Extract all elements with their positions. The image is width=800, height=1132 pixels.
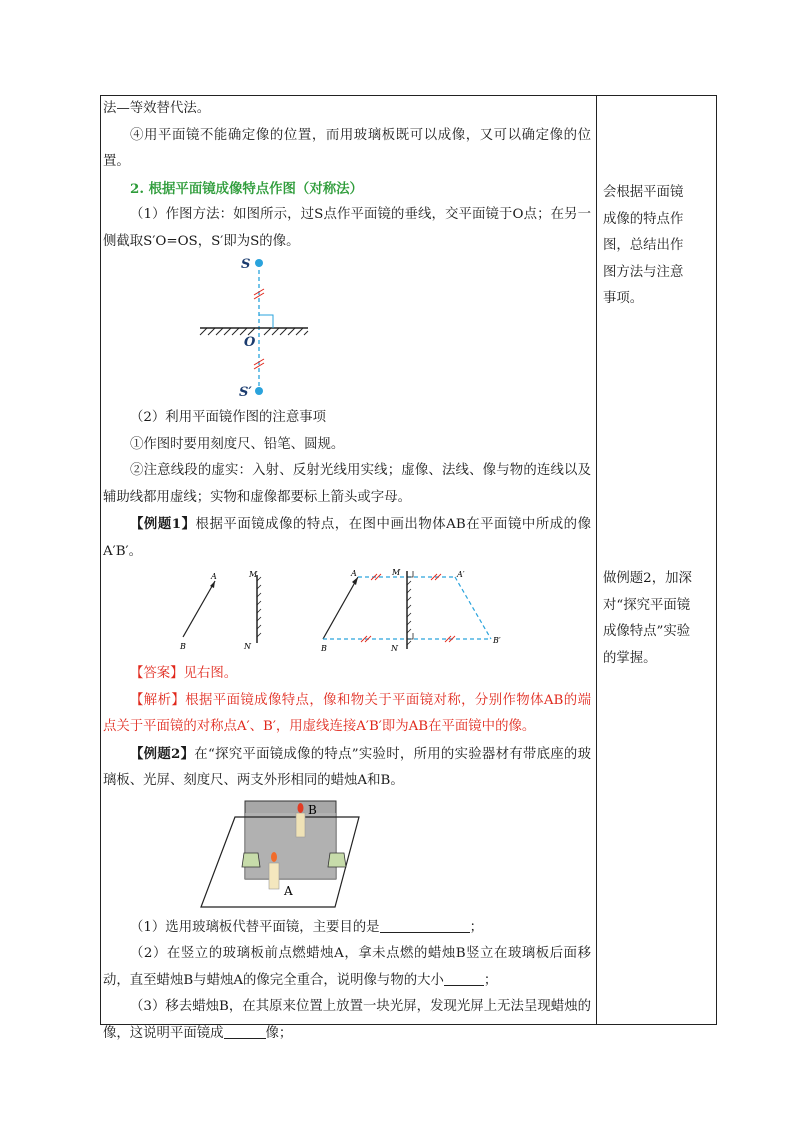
example-1	[103, 511, 591, 565]
left-label-a: A	[211, 572, 217, 581]
answer-text: 见右图。	[183, 666, 238, 681]
section-heading: 2. 根据平面镜成像特点作图（对称法）	[130, 180, 363, 197]
dashed-image-aprime-bprime	[455, 577, 491, 639]
question-1	[103, 915, 591, 942]
candle-b	[296, 813, 305, 837]
q3-text: （3）移去蜡烛B，在其原来位置上放置一块光屏，发现光屏上无法呈现蜡烛的像，这说明平面镜成	[103, 999, 591, 1041]
stand-right	[328, 853, 346, 867]
point-s	[255, 259, 263, 267]
object-ab	[183, 581, 215, 637]
left-label-b: B	[180, 642, 186, 651]
right-label-m: M	[392, 568, 401, 577]
q2-answer-blank[interactable]	[444, 971, 484, 986]
q1-end: ；	[469, 919, 483, 935]
candle-a-flame	[271, 852, 277, 862]
right-label-a: A	[351, 569, 357, 578]
q2-end: ；	[483, 972, 498, 988]
answer	[103, 661, 591, 688]
candle-a	[269, 863, 279, 889]
analysis-text: 根据平面镜成像特点，像和物关于平面镜对称，分别作物体AB的端点关于平面镜的对称点A′、B′，用虚线连接A′B′即为AB在平面镜中的像。	[103, 692, 591, 734]
mirror-hatching	[200, 328, 308, 335]
side-note-2: 做例题2，加深对“探究平面镜成像特点”实验的掌握。	[603, 571, 692, 666]
glass-shade	[245, 813, 336, 879]
q1-answer-blank[interactable]	[380, 918, 470, 933]
side-note-1: 会根据平面镜成像的特点作图，总结出作图方法与注意事项。	[603, 185, 684, 306]
method-paragraph: （1）作图方法：如图所示，过S点作平面镜的垂线，交平面镜于O点；在另一侧截取S′O=OS，S′即为S的像。	[103, 207, 591, 249]
question-2	[103, 941, 591, 994]
item-4: ④用平面镜不能确定像的位置，而用玻璃板既可以成像，又可以确定像的位置。	[103, 127, 591, 169]
q2-text: （2）在竖立的玻璃板前点燃蜡烛A，拿未点燃的蜡烛B竖立在玻璃板后面移动，直至蜡烛B与蜡烛A的像完全重合，说明像与物的大小	[103, 946, 591, 988]
text-line: 法—等效替代法。	[103, 101, 211, 116]
example-1-text: 根据平面镜成像的特点，在图中画出物体AB在平面镜中所成的像A′B′。	[103, 517, 591, 559]
question-3	[103, 994, 591, 1047]
label-o: O	[244, 335, 256, 350]
q3-end: 像；	[265, 1025, 293, 1041]
right-label-b-prime: B′	[493, 636, 501, 645]
right-label-a-prime: A′	[457, 570, 465, 579]
right-angle-bottom	[407, 633, 413, 639]
label-s-prime: S′	[239, 385, 252, 400]
example-2-label: 【例题2】	[130, 745, 195, 762]
left-label-n: N	[244, 642, 251, 651]
right-label-n: N	[391, 644, 398, 653]
column-divider	[596, 95, 597, 1025]
object-arrowhead	[210, 581, 215, 588]
solution-arrowhead	[352, 577, 358, 585]
q1-text: （1）选用玻璃板代替平面镜，主要目的是	[130, 919, 380, 935]
example-2	[103, 741, 591, 795]
symmetry-figure	[103, 255, 591, 405]
left-label-m: M	[249, 570, 258, 579]
candle-experiment-figure	[103, 795, 591, 915]
example-1-figure	[103, 565, 591, 661]
analysis	[103, 688, 591, 741]
right-label-b: B	[321, 644, 327, 653]
analysis-label: 【解析】	[130, 692, 186, 708]
note-2: ②注意线段的虚实：入射、反射光线用实线；虚像、法线、像与物的连线以及辅助线都用虚线；实物和虚像都要标上箭头或字母。	[103, 463, 591, 505]
stand-left	[242, 853, 260, 867]
main-column	[103, 96, 591, 1047]
point-s-prime	[255, 387, 263, 395]
example-1-label: 【例题1】	[130, 516, 196, 532]
answer-label: 【答案】	[130, 666, 184, 681]
q3-answer-blank[interactable]	[224, 1024, 266, 1039]
label-candle-a: A	[284, 883, 293, 898]
notes-title: （2）利用平面镜作图的注意事项	[130, 410, 326, 425]
example-2-text: 在“探究平面镜成像的特点”实验时，所用的实验器材有带底座的玻璃板、光屏、刻度尺、两支外形相同的蜡烛A和B。	[103, 746, 591, 788]
solution-object-ab	[323, 577, 358, 639]
note-1: ①作图时要用刻度尺、铅笔、圆规。	[130, 436, 345, 452]
right-angle-mark	[259, 315, 273, 328]
label-s: S	[241, 257, 251, 272]
right-angle-top	[407, 571, 413, 577]
label-candle-b: B	[308, 802, 317, 817]
candle-b-flame-image	[298, 803, 304, 813]
